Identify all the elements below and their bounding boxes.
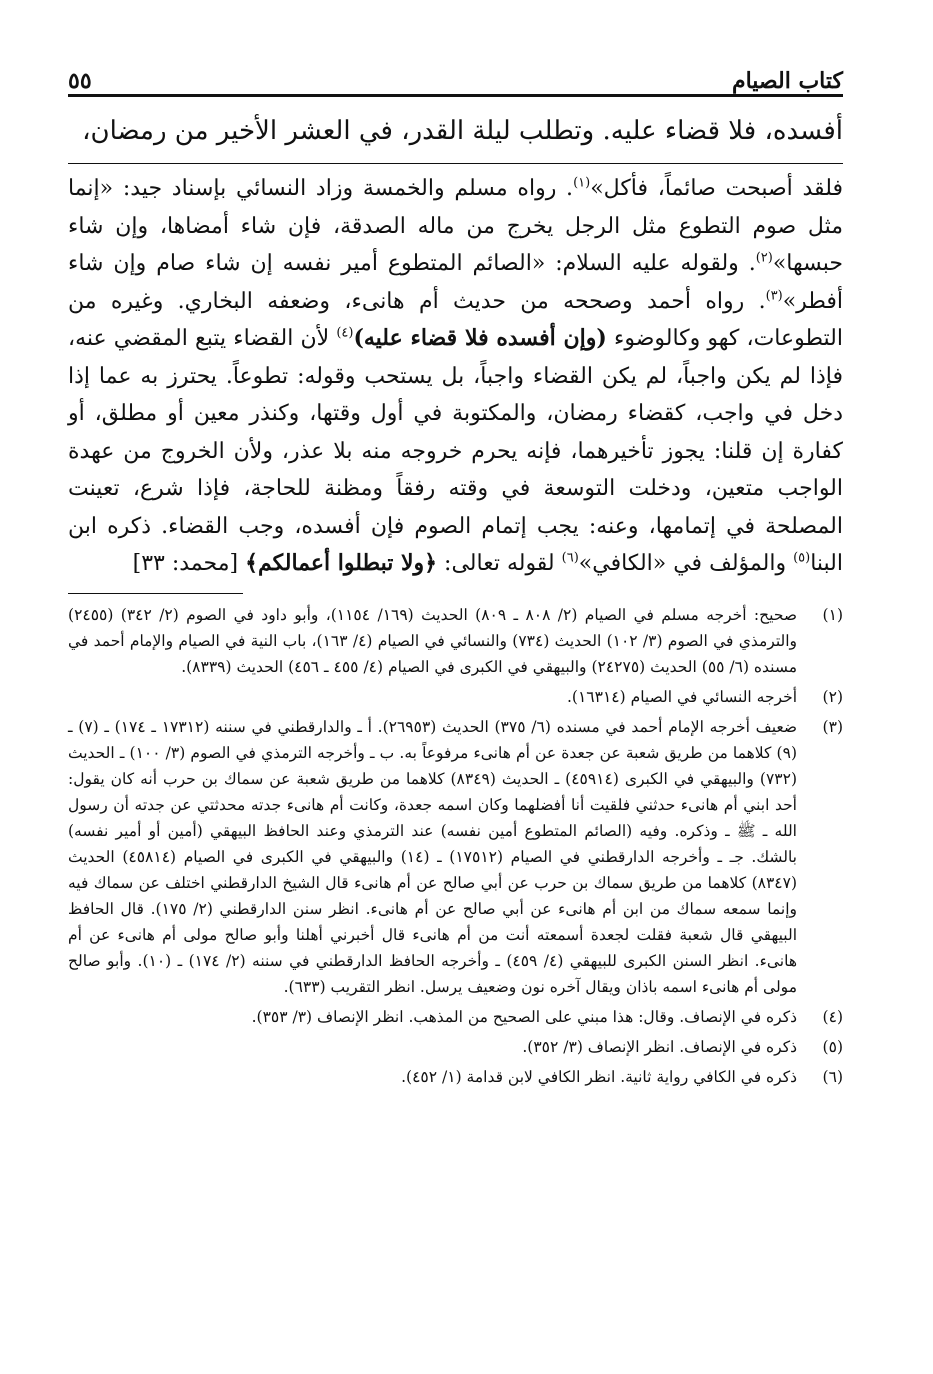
commentary-text: فلقد أصبحت صائماً، فأكل» (590, 176, 843, 201)
footnote-item (68, 714, 843, 1000)
commentary-text: . ولقوله عليه السلام: «الصائم المتطوع أمير نفسه إن شاء صام وإن شاء أفطر» (68, 251, 843, 314)
footnote-text: ذكره في الإنصاف. انظر الإنصاف (٣/ ٣٥٢). (522, 1037, 797, 1056)
commentary-text: . رواه مسلم والخمسة وزاد النسائي بإسناد جيد: «إنما مثل صوم التطوع مثل الرجل يخرج من ماله الصدقة، فإن شاء أمضاها، وإن شاء حبسها» (68, 176, 843, 276)
commentary-paragraph (68, 170, 843, 583)
footnote-marker[interactable]: (٣) (765, 288, 783, 304)
bold-matn-quote: (وإن أفسده فلا قضاء عليه) (353, 325, 607, 351)
footnote-number: (٤) (822, 1007, 843, 1026)
main-text: أفسده، فلا قضاء عليه. وتطلب ليلة القدر، في العشر الأخير من رمضان، (82, 116, 843, 146)
footnote-marker[interactable]: (٦) (561, 550, 579, 566)
footnote-text: أخرجه النسائي في الصيام (١٦٣١٤). (567, 687, 797, 706)
footnote-item (68, 1004, 843, 1030)
footnote-text: ذكره في الإنصاف. وقال: هذا مبني على الصحيح من المذهب. انظر الإنصاف (٣/ ٣٥٣). (251, 1007, 797, 1026)
footnote-item (68, 684, 843, 710)
verse-reference: [محمد: ٣٣] (132, 551, 246, 576)
footnote-marker[interactable]: (١) (573, 175, 591, 191)
footnote-number: (٢) (822, 687, 843, 706)
page-number: ٥٥ (68, 68, 92, 94)
footnote-number: (٣) (822, 717, 843, 736)
footnote-number: (٥) (822, 1037, 843, 1056)
commentary-text: لأن القضاء يتبع المقضي عنه، فإذا لم يكن واجباً، لم يكن القضاء واجباً، بل يستحب وقوله: تطوعاً. يحترز به عما إذا دخل في واجب، كقضاء رمضان، والمكتوبة في أول وقتها، وكنذر معين أو مطلق، أو كفارة إن قلنا: يجوز تأخيرهما، فإنه يحرم خروجه منه بلا عذر، ولأن الخروج من عهدة الواجب متعين، ودخلت التوسعة في وقته رفقاً ومظنة للحاجة، فإذا شرع، تعينت المصلحة في إتمامها، وعنه: يجب إتمام الصوم فإن أفسده، وجب القضاء. ذكره ابن البنا (68, 326, 843, 576)
commentary (68, 170, 843, 583)
footnote-text: ضعيف أخرجه الإمام أحمد في مسنده (٦/ ٣٧٥) الحديث (٢٦٩٥٣). أ ـ والدارقطني في سننه (١٧٣١٢ ـ ١٧٤) ـ (٧) ـ (٩) كلاهما من طريق شعبة عن جعدة عن أم هانىء مرفوعاً به. ب ـ وأخرجه الترمذي في الصوم (٣/ ١٠٠) ـ الحديث (٧٣٢) والبيهقي في الكبرى (٤٥٩١٤) ـ الحديث (٨٣٤٩) كلاهما من طريق شعبة عن سماك بن حرب أنه كان يقول: أحد ابني أم هانىء حدثني فلقيت أنا أفضلهما وكان اسمه جعدة، وكانت أم هانىء جدته محدثتي عن جدته أن رسول الله ـ ﷺ ـ وذكره. وفيه (الصائم المتطوع أمين نفسه) عند الترمذي وعند الحافظ البيهقي (أمين أو أمير نفسه) بالشك. جـ ـ وأخرجه الدارقطني في الصيام (١٧٥١٢) ـ (١٤) والبيهقي في الكبرى في الصيام (٤٥٨١٤) الحديث (٨٣٤٧) كلاهما من طريق سماك بن حرب عن أبي صالح عن أم هانىء قال الشيخ الدارقطني اختلف عن سماك فيه وإنما سمعه سماك من ابن أم هانىء عن أبي صالح عن أم هانىء. انظر سنن الدارقطني (٢/ ١٧٥). قال الحافظ البيهقي قال شعبة فقلت لجعدة أسمعته أنت من أم هانىء قال أخبرني أهلنا وأبو صالح مولى أم هانىء عن أم هانىء. انظر السنن الكبرى للبيهقي (٤/ ٤٥٩) ـ وأخرجه الحافظ الدارقطني في سننه (٢/ ١٧٤) ـ (١٠). وأبو صالح مولى أم هانىء اسمه باذان ويقال آخره نون وضعيف يرسل. انظر التقريب (٦٣٣). (68, 717, 798, 996)
footnote-marker[interactable]: (٤) (336, 325, 354, 341)
commentary-text: لقوله تعالى: (437, 551, 562, 576)
footnote-item (68, 1064, 843, 1090)
footnote-text: صحيح: أخرجه مسلم في الصيام (٢/ ٨٠٨ ـ ٨٠٩) الحديث (١٦٩/ ١١٥٤)، وأبو داود في الصوم (٢/ ٣٤٢) (٢٤٥٥) والترمذي في الصوم (٣/ ١٠٢) الحديث (٧٣٤) والنسائي في الصيام (٤/ ١٦٣)، باب النية في الصيام والإمام أحمد في مسنده (٦/ ٥٥) الحديث (٢٤٢٧٥) والبيهقي في الكبرى في الصيام (٤/ ٤٥٥ ـ ٤٥٦) الحديث (٨٣٣٩). (68, 605, 798, 676)
commentary-text: . رواه أحمد وصححه من حديث أم هانىء، وضعفه البخاري. وغيره من التطوعات، كهو وكالوضوء (68, 288, 843, 351)
footnote-number: (٦) (822, 1067, 843, 1086)
footnote-separator (68, 593, 243, 594)
footnote-number: (١) (822, 605, 843, 624)
quran-verse: ﴿ولا تبطلوا أعمالكم﴾ (245, 550, 438, 576)
footnote-item (68, 602, 843, 680)
commentary-text: والمؤلف في «الكافي» (578, 551, 794, 576)
page (68, 56, 843, 1094)
main-separator (68, 163, 843, 164)
footnote-marker[interactable]: (٥) (793, 550, 811, 566)
footnote-item (68, 1034, 843, 1060)
running-header (68, 56, 843, 97)
footnote-text: ذكره في الكافي رواية ثانية. انظر الكافي لابن قدامة (١/ ٤٥٢). (401, 1067, 797, 1086)
footnote-marker[interactable]: (٢) (755, 250, 773, 266)
footnotes (68, 602, 843, 1090)
book-title: كتاب الصيام (731, 68, 843, 94)
